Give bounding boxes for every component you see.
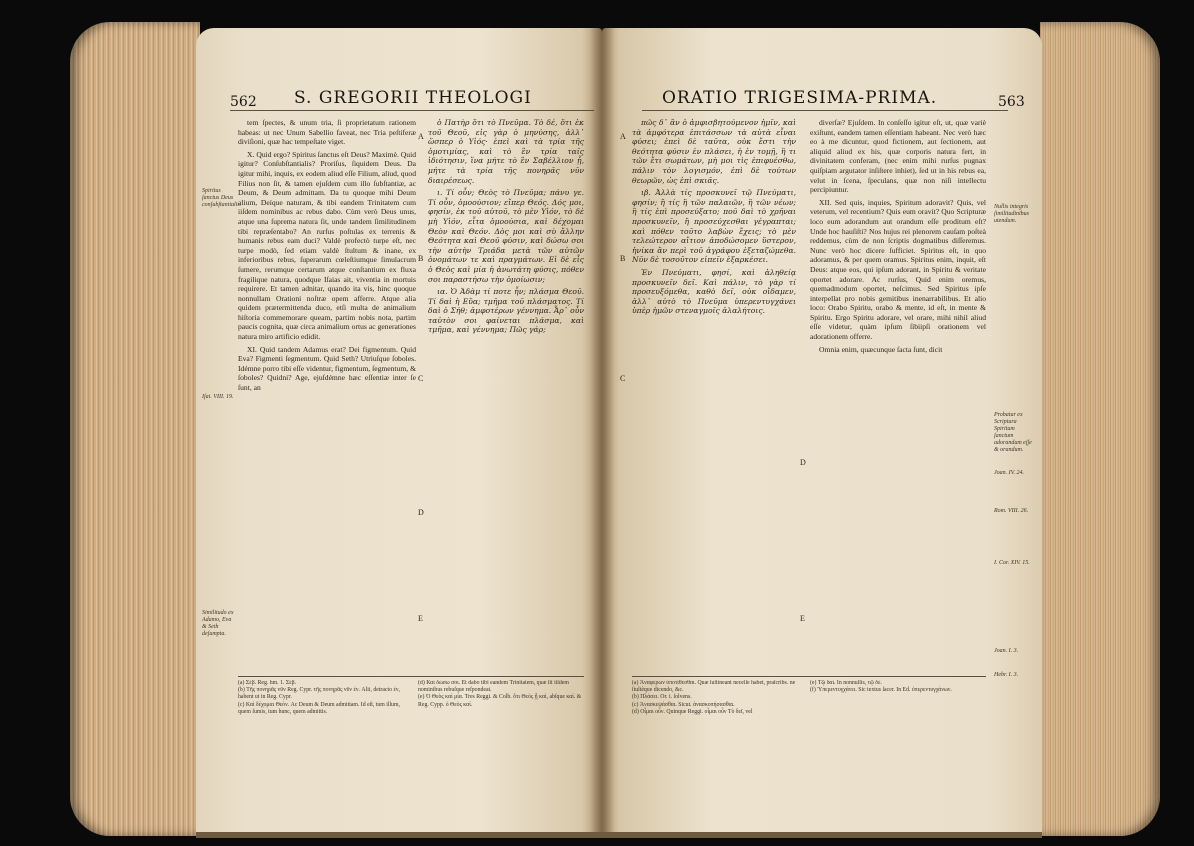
paragraph: XII. Sed quis, inquies, Spiritum adoravit? Quis, vel veterum, vel recentium? Quis eum oravit? Quo Scripturæ loco eum adorandum aut orandum eſſe proditum eſt? Unde hoc hauſiſti? Nos hujus rei plenorem cauſam poſteà reddemus, cùm de non ſcriptis dogmatibus diſſeremus. Nunc verò hoc dicere ſufficiet. Spiritus eſt, in quo adoramus, & per quem oramus. Spiritus enim, inquit, eſt Deus: atque eos, qui ipſum adorant, in Spiritu & veritate oportet adorare. Ac rurſus, Quid enim oremus, quemadmodum oportet, neſcimus. Sed Spiritus ipſe interpellat pro nobis gemitibus inenarrabilibus. Et alio loco: Orabo Spiritu, orabo & mente, id eſt, in mente & Spiritu. Ergo Spiritu adorare, vel orare, mihi nihil aliud eſſe videtur, quàm ipſum ſibiipſi orationem vel adorationem offerre. <box>810 197 986 342</box>
book-gutter <box>590 28 614 834</box>
footnotes-left-col <box>632 680 802 780</box>
paragraph: diverſæ? Ejuſdem. In conſeſſo igitur eſt, ut, quæ variè exiſtunt, eandem tamen eſſentiam habeant. Nec verò hæc eo à me dicuntur, quod fictionem, aut ſectionem, aut aliquid aliud ex his, quæ corporis natura fert, in divinitatem conferam, (nec enim mihi rurſus pugnax quiſpiam argutator inſiſtere inhiet), ſed ut in his rebus ea, velut in ſcena, ſpeculans, quæ non niſi intellectu percipiuntur. <box>810 118 986 195</box>
margin-note: Similitudo ex Adamo, Eva & Seth deſumpta. <box>202 610 234 637</box>
right-head-rule <box>642 110 1008 111</box>
margin-note: Spiritus ſanctus Deus conſubſtantialis. <box>202 188 242 208</box>
paragraph: ιβ. Ἀλλὰ τίς προσκυνεῖ τῷ Πνεύματι, φησίν; ἢ τίς ἢ τῶν παλαιῶν, ἢ τῶν νέων; ἢ τίς ἐπὶ προσεύξατο; ποῦ δαὶ τὸ χρῆναι προσκυνεῖν, ἢ προσεύχεσθαι γέγραπται; καὶ πόθεν τοῦτο λαβὼν ἔχεις; τὸ μὲν τελεώτερον αἴτιον ἀποδώσομεν ὕστερον, ἡνίκα ἂν περὶ τοῦ ἀγράφου ἐξεταζώμεθα. Νῦν δὲ τοσοῦτον εἰπεῖν ἐξαρκέσει. <box>632 188 796 265</box>
margin-note: Joan. IV. 24. <box>994 470 1025 476</box>
footnotes-right-col <box>810 680 986 780</box>
margin-note: Probatur ex Scriptura Spiritum ſanctum adorandum eſſe & orandum. <box>994 412 1032 453</box>
margin-note: Rom. VIII. 26. <box>994 508 1029 514</box>
footnote: (d) Οἶμαι οὖν. Quinque Reggi. οἶμαι οὖν Τὸ δεῖ, vel <box>632 708 753 715</box>
section-letter: E <box>800 614 805 623</box>
paragraph: X. Quid ergo? Spiritus ſanctus eſt Deus? Maximè. Quid igitur? Conſubſtantialis? Proriſus, ſiquidem Deus. Da igitur mihi, inquis, ex eodem aliud eſſe Filium, aliud, quod Filius non ſit, & tamen ejuſdem cum illo ſubſtantiæ, ac Deum, & Deum admittam. Da tu quoque mihi Deum alium, Deíque naturam, & tibi eandem Trinitatem cum iiſdem nominibus ac rebus dabo. Cùm verò Deus unus, atque una ſuprema natura ſit, unde tandem ſimilitudinem tibi repræſentabo? An rurſus poſtulas ex terrenis & humanis rebus eam duci? Valdè profectò turpe eſt, nec turpe modò, ſed etiam valdè ſtultum & inane, ex inferioribus rebus, ſuperarum cœleſtiumque ſimulacrum ſumere, rerumque certarum atque conſtantium ex fluxa fragilique natura, quodque Iſaias ait, viventia in mortuis requirere. Et tamen adnitar, quando ita vis, hinc quoque nonnullam Orationi noſtræ opem afferre. Atque alia quidem prætermittenda duco, etſi multa de animalium hiſtoria commemorare queam, partim nobis nota, partim paucis cognita, quæ circa animalium ortus ac generationes natura miro artificio edidit. <box>238 149 416 342</box>
left-page-number: 562 <box>230 94 257 110</box>
book-bottom-edge <box>196 832 1042 838</box>
paragraph: tem ſpectes, & unum tria, ſi proprietatum rationem habeas: ut nec Unum Sabellio faveat, nec Tria peſtiferæ diviſioni, quæ hac tempeſtate viget. <box>238 118 416 147</box>
footnote: (b) Πλάσει. Or. i. ſolvens. <box>632 694 692 701</box>
paragraph: ια. Ὁ Ἀδὰμ τί ποτε ἦν; πλάσμα Θεοῦ. Τί δαὶ ἡ Εὕα; τμῆμα τοῦ πλάσματος. Τί δαὶ ὁ Σήθ; ἀμφοτέρων γέννημα. Ἆρ᾽ οὖν ταὐτὸν σοι φαίνεται πλάσμα, καὶ τμῆμα, καὶ γέννημα; Πῶς γάρ; <box>428 287 584 335</box>
footnote: (a) Ἀναφέρων ὑποτίθεσθαι. Quæ ſuſtineant neceſſe habet, praſcribs. ne ſtultèque dicendo, &c. <box>632 680 796 694</box>
right-running-head: ORATIO TRIGESIMA-PRIMA. <box>662 88 938 108</box>
section-letter: C <box>620 374 626 383</box>
left-head-rule <box>230 110 594 111</box>
margin-note: I. Cor. XIV. 15. <box>994 560 1030 566</box>
footnote: (e) Ὁ Θεὸς καὶ μία. Tres Reggi. & Colb. ὅτι Θεὸς ᾖ καὶ, abſque καὶ. & Reg. Cypp. ὁ Θεὸς καί. <box>418 694 582 708</box>
left-running-head: S. GREGORII THEOLOGI <box>294 88 532 108</box>
section-letter: A <box>418 132 424 141</box>
paragraph: Omnia enim, quæcunque ſacta ſunt, dicit <box>819 344 943 354</box>
footnote-rule <box>238 676 584 677</box>
margin-note: Joan. I. 3. <box>994 648 1019 654</box>
left-page <box>196 28 602 834</box>
footnote: (f) Ὑπερεντυγχάνει. Sic textus ſacer. In Ed. ὑπερεντυγχάνων. <box>810 687 952 694</box>
greek-text-column <box>428 118 584 666</box>
paragraph: πῶς δ᾽ ἂν ὁ ἀμφισβητούμενον ἡμῖν, καὶ τὰ ἀμφότερα ἐπιτάσσων τὰ αὐτὰ εἶναι φύσει; ἐπεὶ δὲ ταῦτα, οὐκ ἔστι τὴν θεότητα φύσιν ἐν πλάσει, ἡ ἐν τομῇ, ἢ τι τῶν ἔτι σωμάτων, μὴ μοι τὶς ἐπιφυέσθω, πάλιν τὸν λογισμόν, ἐπὶ δὲ τούτων θεωρῶν, ὡς ἐπὶ σκιᾶς. <box>632 118 796 185</box>
footnotes-right-col <box>418 680 584 780</box>
margin-note: Hebr. I. 3. <box>994 672 1019 678</box>
latin-text-column <box>238 118 416 666</box>
paragraph: ὁ Πατὴρ ὅτι τὸ Πνεῦμα. Τὸ δέ, ὅτι ἐκ τοῦ Θεοῦ, εἰς γὰρ ὁ μηνύσης, ἀλλ᾽ ὥσπερ ὁ Υἱός· ἐπεὶ καὶ τὰ τρία τῆς ὁμοτιμίας, καὶ τὸ ἓν τρία ταῖς ἰδιότησιν, ἵνα μήτε τὸ ἓν Σαβέλλιον ᾖ, μήτε τὰ τρία τῆς πονηρᾶς νῦν διαιρέσεως. <box>428 118 584 185</box>
greek-text-column <box>632 118 796 666</box>
section-letter: E <box>418 614 423 623</box>
margin-note: Nullis integris ſimilitudinibus utendum. <box>994 204 1030 224</box>
footnote: (c) Καὶ δέχομαι Θεὸν. Ac Deum & Deum admittam. Id eſt, tum illum, quem ſumis, tum hunc, quem admittis. <box>238 701 400 715</box>
footnote-rule <box>632 676 986 677</box>
footnote: (a) Σέβ. Reg. hm. 1. Σέβ. <box>238 680 297 686</box>
section-letter: D <box>800 458 806 467</box>
right-page-number: 563 <box>998 94 1025 110</box>
paragraph: Ἐν Πνεύματι, φησί, καὶ ἀληθείᾳ προσκυνεῖν δεῖ. Καὶ πάλιν, τὸ γὰρ τί προσευξόμεθα, καθὸ δεῖ, οὐκ οἴδαμεν, ἀλλ᾽ αὐτὸ τὸ Πνεῦμα ὑπερεντυγχάνει ὑπὲρ ἡμῶν στεναγμοῖς ἀλαλήτοις. <box>632 267 796 316</box>
margin-note: Iſai. VIII. 19. <box>202 394 234 400</box>
section-letter: B <box>620 254 626 263</box>
paragraph: XI. Quid tandem Adamus erat? Dei figmentum. Quid Eva? Figmenti ſegmentum. Quid Seth? Utriuſque ſoboles. Idémne porro tibi eſſe videntur, figmentum, ſegmentum, & ſoboles? Quidni? Age, ejuſdémne hæc eſſentiæ inter ſe ſunt, an <box>238 344 416 393</box>
section-letter: D <box>418 508 424 517</box>
footnotes-left <box>238 680 410 780</box>
footnote: (d) Καὶ δώσω σοι. Et dabo tibi eandem Trinitatem, quæ ſit iiſdem nominibus rebuſque reſpondeat. <box>418 680 569 694</box>
section-letter: C <box>418 374 424 383</box>
footnote: (b) Τῆς πονηρᾶς νῦν Reg. Cypr. τῆς πονηρᾶς νῦν ἐν. Alii, detracto ἐν, habent ut in Reg. Cypr. <box>238 687 400 701</box>
footnote: (c) Ἀνασκεψάσθαι. Sicut. ἀνασκοπήσασθαι. <box>632 701 735 708</box>
paragraph: ι. Τί οὖν; Θεὸς τὸ Πνεῦμα; πάνυ γε. Τί οὖν, ὁμοούσιον; εἴπερ Θεός. Δός μοι, φησίν, ἐκ τοῦ αὐτοῦ, τὸ μὲν Υἱόν, τὸ δὲ μὴ Υἱόν, εἶτα ὁμοούσια, καὶ δέχομαι Θεὸν καὶ Θεόν. Δὸς μοι καὶ σὺ ἄλλην Θεότητα καὶ Θεοῦ φύσιν, καὶ δώσω σοι τὴν αὐτὴν Τριάδα μετὰ τῶν αὐτῶν ὀνομάτων τε καὶ πραγμάτων. Εἰ δὲ εἷς ὁ Θεὸς καὶ μία ἡ ἀνωτάτη φύσις, πόθεν σοι παραστήσω τὴν ὁμοίωσιν; <box>428 188 584 284</box>
page-edges-right <box>1040 22 1160 836</box>
right-page <box>602 28 1042 834</box>
section-letter: B <box>418 254 424 263</box>
section-letter: A <box>620 132 626 141</box>
latin-text-column <box>810 118 986 666</box>
footnote: (e) Τῷ δαί. In nonnullis, τῷ δὲ. <box>810 680 882 686</box>
page-edges-left <box>70 22 200 836</box>
